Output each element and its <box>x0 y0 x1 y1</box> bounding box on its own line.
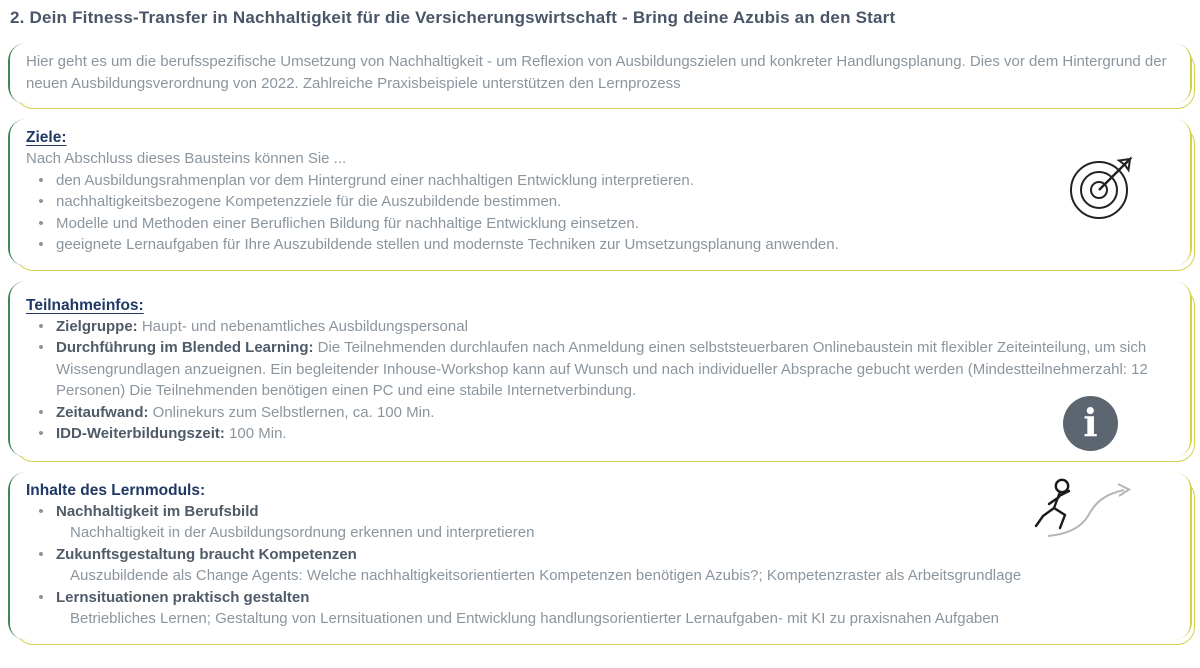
bullet-dot: • <box>38 339 44 356</box>
content-bullet-list <box>26 501 1174 630</box>
bullet-label: Zielgruppe: <box>56 317 138 335</box>
bullet-dot: • <box>38 214 44 232</box>
participation-bullet <box>56 337 1174 402</box>
target-dart-icon <box>1064 145 1144 225</box>
content-item-title: Lernsituationen praktisch gestalten <box>56 588 310 606</box>
page-title: 2. Dein Fitness-Transfer in Nachhaltigkeit für die Versicherungswirtschaft - Bring deine Azubis an den Start <box>10 8 896 27</box>
intro-box <box>8 43 1192 104</box>
content-item <box>56 501 1174 544</box>
bullet-dot: • <box>38 545 44 563</box>
list-item <box>26 501 1174 544</box>
bullet-label: Zeitaufwand: <box>56 403 149 421</box>
bullet-dot: • <box>38 317 44 335</box>
list-item <box>26 337 1174 402</box>
goals-box <box>8 119 1192 266</box>
bullet-dot: • <box>38 588 44 606</box>
content-item-subtitle: Nachhaltigkeit in der Ausbildungsordnung erkennen und interpretieren <box>70 524 535 541</box>
participation-box <box>8 281 1192 457</box>
list-item <box>26 191 1010 213</box>
bullet-dot: • <box>38 193 44 210</box>
goals-bullet-list <box>26 170 1010 256</box>
list-item <box>26 423 1174 445</box>
goal-bullet: geeignete Lernaufgaben für Ihre Auszubildende stellen und modernste Techniken zur Umsetzungsplanung anwenden. <box>56 236 839 253</box>
goal-bullet: Modelle und Methoden einer Beruflichen Bildung für nachhaltige Entwicklung einsetzen. <box>56 214 639 232</box>
participation-bullet <box>56 402 1174 424</box>
list-item <box>26 587 1174 630</box>
participation-bullet <box>56 423 1174 445</box>
bullet-dot: • <box>38 171 44 189</box>
content-item-title: Zukunftsgestaltung braucht Kompetenzen <box>56 545 357 563</box>
content-box <box>8 472 1192 640</box>
bullet-text: 100 Min. <box>229 425 287 442</box>
content-heading: Inhalte des Lernmoduls: <box>26 481 206 499</box>
goal-bullet: nachhaltigkeitsbezogene Kompetenzziele für die Auszubildende bestimmen. <box>56 193 562 210</box>
info-icon: i <box>1063 396 1118 451</box>
goals-heading: Ziele: <box>26 129 67 146</box>
runner-arrow-icon <box>1032 474 1144 540</box>
bullet-text: Onlinekurs zum Selbstlernen, ca. 100 Min. <box>152 403 435 421</box>
bullet-dot: • <box>38 425 44 442</box>
participation-bullet-list <box>26 316 1174 445</box>
list-item <box>26 544 1174 587</box>
bullet-label: Durchführung im Blended Learning: <box>56 339 314 356</box>
bullet-text: Haupt- und nebenamtliches Ausbildungspersonal <box>141 317 468 335</box>
bullet-label: IDD-Weiterbildungszeit: <box>56 425 225 442</box>
list-item <box>26 234 1010 256</box>
participation-heading: Teilnahmeinfos: <box>26 296 144 314</box>
list-item <box>26 402 1174 424</box>
content-item-subtitle: Betriebliches Lernen; Gestaltung von Lernsituationen und Entwicklung handlungsorientierter Lernaufgaben- mit KI zu praxisnahen Aufgaben <box>70 610 999 627</box>
content-item-subtitle: Auszubildende als Change Agents: Welche nachhaltigkeitsorientierten Kompetenzen benötigen Azubis?; Kompetenzraster als Arbeitsgrundlage <box>70 567 1022 584</box>
intro-text: Hier geht es um die berufsspezifische Umsetzung von Nachhaltigkeit - um Reflexion von Ausbildungszielen und konkreter Handlungsplanung. Dies vor dem Hintergrund der neuen Ausbildungsverordnung von 2022. Zahlreiche Praxisbeispiele unterstützen den Lernprozess <box>26 53 1167 92</box>
content-item <box>56 587 1174 630</box>
bullet-dot: • <box>38 236 44 253</box>
list-item <box>26 170 1010 192</box>
goal-bullet: den Ausbildungsrahmenplan vor dem Hintergrund einer nachhaltigen Entwicklung interpretieren. <box>56 171 694 189</box>
participation-bullet <box>56 316 1174 338</box>
bullet-text: Die Teilnehmenden durchlaufen nach Anmeldung einen selbststeuerbaren Onlinebaustein mit flexibler Zeiteinteilung, um sich Wissengrundlagen anzueignen. Ein begleitender Inhouse-Workshop kann auf Wunsch und nach individueller Absprache gebucht werden (Mindestteilnehmerzahl: 12 Personen) Die Teilnehmenden benötigen einen PC und eine stabile Internetverbindung. <box>56 339 1148 399</box>
content-item-title: Nachhaltigkeit im Berufsbild <box>56 502 259 520</box>
bullet-dot: • <box>38 403 44 421</box>
list-item <box>26 316 1174 338</box>
goals-lead: Nach Abschluss dieses Bausteins können Sie ... <box>26 150 347 167</box>
list-item <box>26 213 1010 235</box>
content-item <box>56 544 1174 587</box>
bullet-dot: • <box>38 502 44 520</box>
